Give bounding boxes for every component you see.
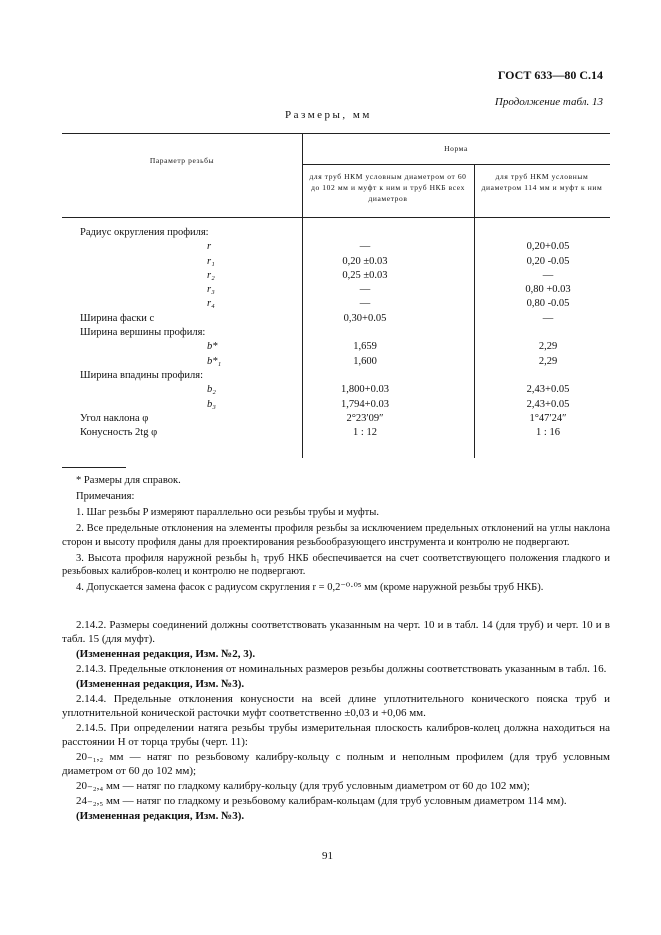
body-paragraph: 2.14.2. Размеры соединений должны соответствовать указанным на черт. 10 и в табл. 14 (для труб) и черт. 10 и в табл. 15 (для муфт). [62, 619, 610, 645]
row-symbol: b₃ [207, 398, 216, 410]
note-item: 2. Все предельные отклонения на элементы профиля резьбы за исключением предельных отклонений на углы наклона сторон и высоту профиля даны для проектирования резьбообразующего инструмента и контролю не подвергают. [62, 523, 610, 548]
body-paragraph: 20₋₂,₄ мм — натяг по гладкому калибру-кольцу (для труб условным диаметром от 60 до 102 мм); [76, 780, 530, 792]
row-value-a: 1,600 [353, 355, 377, 367]
table-row [80, 355, 600, 369]
body-paragraph: (Измененная редакция, Изм. №2, 3). [76, 648, 256, 660]
footnote-rule [62, 467, 126, 468]
note-item: Примечания: [76, 491, 135, 502]
row-label: Ширина фаски c [80, 312, 155, 324]
row-symbol: b₂ [207, 384, 216, 396]
row-value-a: 1,794+0.03 [341, 398, 389, 410]
table-row [80, 255, 600, 269]
row-symbol: r₁ [207, 255, 215, 267]
header-norm: Норма [444, 144, 468, 153]
note-item: 4. Допускается замена фасок c радиусом скругления r = 0,2⁻⁰·⁰⁵ мм (кроме наружной резьбы труб НКБ). [76, 582, 544, 593]
row-label: Ширина впадины профиля: [80, 369, 204, 381]
body-paragraph: 2.14.4. Предельные отклонения конусности на всей длине уплотнительного конического пояска труб и уплотнительной конической расточки муфт соответственно ±0,03 и +0,06 мм. [62, 693, 610, 719]
table-row [80, 269, 600, 283]
table-row [80, 226, 600, 240]
row-label: Конусность 2tg φ [80, 427, 158, 439]
row-value-b: 0,20 -0.05 [526, 255, 570, 267]
document-code: ГОСТ 633—80 С.14 [497, 68, 603, 82]
row-value-a: — [359, 241, 371, 253]
row-symbol: r₃ [207, 284, 215, 296]
row-value-a: 0,30+0.05 [343, 312, 387, 324]
row-symbol: b* [207, 341, 218, 353]
note-item: * Размеры для справок. [76, 475, 181, 486]
row-value-b: 0,20+0.05 [526, 241, 570, 253]
body-paragraph: 2.14.5. При определении натяга резьбы трубы измерительная плоскость калибров-колец должна находиться на расстоянии H от торца трубы (черт. 11): [62, 722, 610, 748]
header-col-b: для труб НКМ условным диаметром 114 мм и муфт к ним [481, 172, 603, 192]
body-paragraph: 20₋₁,₂ мм — натяг по резьбовому калибру-кольцу с полным и неполным профилем (для труб условным диаметром от 60 до 102 мм); [62, 751, 610, 777]
table-row [80, 398, 600, 412]
row-value-a: 0,20 ±0.03 [342, 255, 388, 267]
table-continuation: Продолжение табл. 13 [494, 96, 603, 108]
row-value-a: — [359, 298, 371, 310]
table-row [80, 426, 600, 440]
row-value-a: 1 : 12 [353, 427, 377, 439]
table-body [80, 226, 600, 440]
row-value-a: 0,25 ±0.03 [342, 269, 388, 281]
header-param: Параметр резьбы [149, 156, 215, 165]
row-value-a: 1,659 [353, 341, 377, 353]
row-value-a: 1,800+0.03 [341, 384, 389, 396]
note-item: 3. Высота профиля наружной резьбы h₁ труб НКБ обеспечивается на счет соответствующего положения гладкого и резьбовых калибров-колец и контролю не подвергают. [62, 552, 610, 577]
row-value-b: 0,80 -0.05 [526, 298, 570, 310]
table-row [80, 340, 600, 354]
units-caption: Размеры, мм [285, 109, 372, 121]
notes-block [62, 474, 610, 597]
body-text [62, 618, 610, 824]
table-row [80, 312, 600, 326]
norm-divider [302, 164, 610, 165]
row-value-b: 1 : 16 [536, 427, 560, 439]
row-symbol: b*₁ [207, 355, 222, 367]
row-value-b: 0,80 +0.03 [525, 284, 571, 296]
row-label: Угол наклона φ [80, 412, 149, 424]
row-label: Ширина вершины профиля: [80, 327, 206, 339]
row-value-b: — [542, 269, 554, 281]
row-value-b: 2,29 [538, 341, 558, 353]
table-row [80, 326, 600, 340]
row-value-b: 2,43+0.05 [526, 384, 570, 396]
row-value-a: 2°23′09″ [346, 412, 384, 424]
body-paragraph: 24₋₂,₅ мм — натяг по гладкому и резьбовому калибрам-кольцам (для труб условным диаметром 114 мм). [76, 795, 567, 807]
body-paragraph: (Измененная редакция, Изм. №3). [76, 810, 245, 822]
page-number: 91 [322, 850, 333, 862]
table-row [80, 369, 600, 383]
row-value-b: — [542, 312, 554, 324]
table-row [80, 297, 600, 311]
table-header-bottom [62, 217, 610, 218]
table-row [80, 383, 600, 397]
note-item: 1. Шаг резьбы P измеряют параллельно оси резьбы трубы и муфты. [76, 507, 379, 518]
table-row [80, 412, 600, 426]
row-value-b: 2,29 [538, 355, 558, 367]
row-symbol: r₂ [207, 269, 215, 281]
table-top-border [62, 133, 610, 134]
table-row [80, 283, 600, 297]
row-value-a: — [359, 284, 371, 296]
row-value-b: 1°47′24″ [529, 412, 567, 424]
body-paragraph: (Измененная редакция, Изм. №3). [76, 678, 245, 690]
row-symbol: r [207, 241, 212, 253]
row-value-b: 2,43+0.05 [526, 398, 570, 410]
table-row [80, 240, 600, 254]
body-paragraph: 2.14.3. Предельные отклонения от номинальных размеров резьбы должны соответствовать указанным в табл. 16. [76, 663, 607, 675]
row-symbol: r₄ [207, 298, 215, 310]
header-col-a: для труб НКМ условным диаметром от 60 до 102 мм и муфт к ним и труб НКБ всех диаметров [309, 172, 467, 203]
row-label: Радиус округления профиля: [80, 227, 209, 238]
